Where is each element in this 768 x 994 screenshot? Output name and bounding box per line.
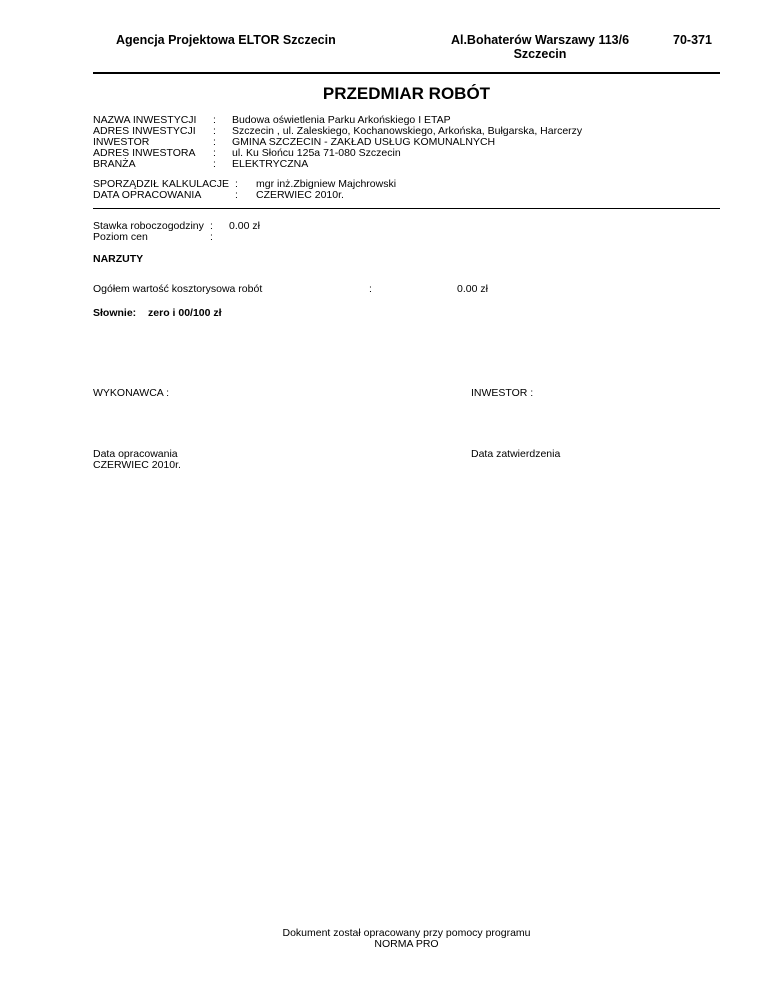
prepared-values [256, 179, 396, 201]
separator: : [213, 147, 216, 159]
label-sporzadzil: SPORZĄDZIŁ KALKULACJE [93, 178, 229, 190]
header-divider [93, 72, 720, 74]
words-value: zero i 00/100 zł [148, 307, 222, 319]
separator: : [210, 231, 213, 243]
separator: : [213, 136, 216, 148]
label-adres-inwestycji: ADRES INWESTYCJI [93, 125, 196, 137]
separator: : [210, 220, 213, 232]
prep-date-block [93, 449, 181, 471]
separator: : [235, 189, 238, 201]
words-label: Słownie: [93, 307, 137, 319]
approval-date-label: Data zatwierdzenia [471, 448, 561, 460]
company-name: Agencja Projektowa ELTOR Szczecin [116, 33, 336, 47]
total-label: Ogółem wartość kosztorysowa robót [93, 283, 263, 295]
value-sporzadzil: mgr inż.Zbigniew Majchrowski [256, 178, 397, 190]
label-poziom-cen: Poziom cen [93, 231, 148, 243]
value-inwestor: GMINA SZCZECIN - ZAKŁAD USŁUG KOMUNALNYCH [232, 136, 496, 148]
investment-values [232, 115, 582, 170]
value-branza: ELEKTRYCZNA [232, 158, 309, 170]
address-line-2: Szczecin [513, 47, 567, 61]
investment-labels [93, 115, 196, 170]
words-row [93, 307, 222, 319]
separator: : [213, 125, 216, 137]
company-address [440, 33, 640, 61]
section-divider [93, 208, 720, 209]
value-nazwa-inwestycji: Budowa oświetlenia Parku Arkońskiego I ETAP [232, 114, 451, 126]
label-stawka: Stawka roboczogodziny [93, 220, 204, 232]
label-branza: BRANŻA [93, 158, 136, 170]
footer-line-2: NORMA PRO [374, 938, 439, 950]
separator: : [213, 114, 216, 126]
investor-label: INWESTOR : [471, 387, 534, 399]
narzuty-heading: NARZUTY [93, 253, 144, 265]
value-adres-inwestora: ul. Ku Słońcu 125a 71-080 Szczecin [232, 147, 401, 159]
separator: : [235, 178, 238, 190]
investment-separators [213, 115, 216, 170]
total-separator: : [369, 283, 372, 295]
label-inwestor: INWESTOR [93, 136, 150, 148]
prep-date-label: Data opracowania [93, 448, 178, 460]
contractor-label: WYKONAWCA : [93, 387, 170, 399]
rates-values [229, 221, 260, 232]
value-data-opracowania: CZERWIEC 2010r. [256, 189, 344, 201]
total-value: 0.00 zł [457, 283, 488, 295]
rates-labels [93, 221, 204, 243]
postal-code: 70-371 [673, 33, 712, 47]
prepared-separators [235, 179, 238, 201]
separator: : [213, 158, 216, 170]
prep-date-value: CZERWIEC 2010r. [93, 459, 181, 471]
label-nazwa-inwestycji: NAZWA INWESTYCJI [93, 114, 197, 126]
footer [93, 928, 720, 950]
value-adres-inwestycji: Szczecin , ul. Zaleskiego, Kochanowskiego, Arkońska, Bułgarska, Harcerzy [232, 125, 583, 137]
page-title: PRZEDMIAR ROBÓT [322, 84, 491, 103]
prepared-labels [93, 179, 229, 201]
address-line-1: Al.Bohaterów Warszawy 113/6 [450, 33, 630, 47]
label-data-opracowania: DATA OPRACOWANIA [93, 189, 202, 201]
value-stawka: 0.00 zł [229, 220, 260, 232]
label-adres-inwestora: ADRES INWESTORA [93, 147, 196, 159]
footer-line-1: Dokument został opracowany przy pomocy programu [282, 927, 531, 939]
rates-separators [210, 221, 213, 243]
